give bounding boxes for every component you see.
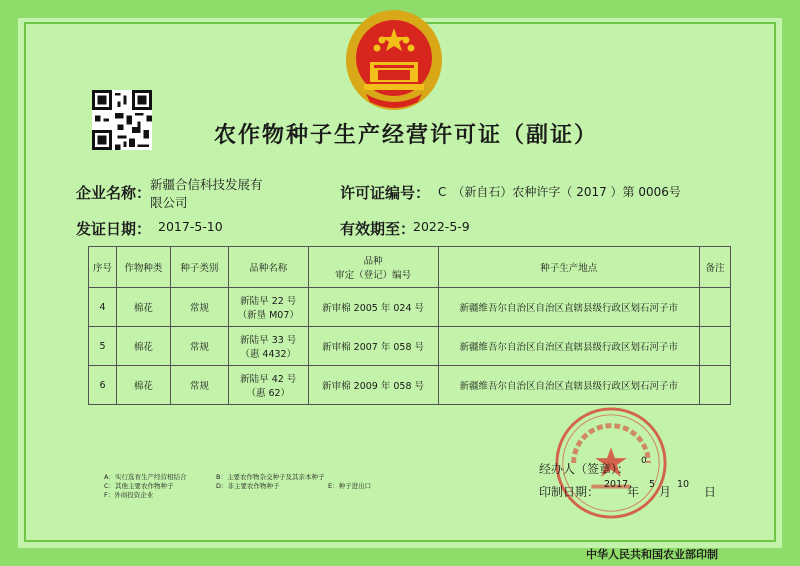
cell-no: 4 bbox=[89, 288, 117, 327]
header-crop: 作物种类 bbox=[116, 247, 170, 288]
enterprise-value: 新疆合信科技发展有 限公司 bbox=[150, 177, 263, 210]
cell-location: 新疆维吾尔自治区自治区直辖县级行政区划石河子市 bbox=[438, 288, 699, 327]
cell-approval: 新审棉 2005 年 024 号 bbox=[308, 288, 438, 327]
note-d: D：非主要农作物种子 bbox=[216, 482, 280, 490]
cell-remark bbox=[699, 366, 730, 405]
cell-approval: 新审棉 2007 年 058 号 bbox=[308, 327, 438, 366]
note-a: A：实行选育生产经营相结合 bbox=[104, 473, 187, 481]
agent-value: 0 bbox=[641, 456, 647, 466]
valid-until-value: 2022-5-9 bbox=[413, 219, 470, 234]
cell-crop: 棉花 bbox=[116, 288, 170, 327]
print-date-label: 印制日期： bbox=[539, 485, 600, 499]
note-f: F：外商投资企业 bbox=[104, 491, 154, 499]
print-day-unit: 日 bbox=[704, 485, 717, 499]
cell-remark bbox=[699, 327, 730, 366]
table-header-row bbox=[89, 247, 731, 288]
note-e: E：种子进出口 bbox=[328, 482, 372, 490]
table-row bbox=[89, 366, 731, 405]
table-row bbox=[89, 288, 731, 327]
note-c: C：其他主要农作物种子 bbox=[104, 482, 174, 490]
header-no: 序号 bbox=[89, 247, 117, 288]
cell-category: 常规 bbox=[170, 366, 228, 405]
table-row bbox=[89, 327, 731, 366]
valid-until-label: 有效期至： bbox=[340, 220, 416, 238]
category-notes bbox=[104, 473, 388, 500]
license-number-value: C （新自石）农种许字（ 2017 ）第 0006号 bbox=[438, 185, 681, 199]
cell-variety: 新陆早 42 号 （惠 62） bbox=[228, 366, 308, 405]
header-variety: 品种名称 bbox=[228, 247, 308, 288]
cell-variety: 新陆早 22 号 （新垦 M07） bbox=[228, 288, 308, 327]
header-remark: 备注 bbox=[699, 247, 730, 288]
cell-category: 常规 bbox=[170, 327, 228, 366]
note-b: B：主要农作物杂交种子及其亲本种子 bbox=[216, 473, 325, 481]
cell-approval: 新审棉 2009 年 058 号 bbox=[308, 366, 438, 405]
cell-category: 常规 bbox=[170, 288, 228, 327]
printer-footer: 中华人民共和国农业部印制 bbox=[586, 548, 718, 561]
print-year-unit: 年 bbox=[627, 485, 640, 499]
print-year: 2017 bbox=[604, 479, 629, 490]
license-number-label: 许可证编号： bbox=[340, 184, 431, 202]
cell-crop: 棉花 bbox=[116, 366, 170, 405]
print-month-unit: 月 bbox=[659, 485, 672, 499]
cell-location: 新疆维吾尔自治区自治区直辖县级行政区划石河子市 bbox=[438, 327, 699, 366]
issue-date-label: 发证日期： bbox=[76, 220, 152, 238]
cell-location: 新疆维吾尔自治区自治区直辖县级行政区划石河子市 bbox=[438, 366, 699, 405]
variety-table bbox=[88, 246, 731, 405]
national-emblem-icon bbox=[344, 10, 444, 112]
header-category: 种子类别 bbox=[170, 247, 228, 288]
cell-no: 6 bbox=[89, 366, 117, 405]
header-approval: 品种 审定（登记）编号 bbox=[308, 247, 438, 288]
enterprise-label: 企业名称： bbox=[76, 184, 152, 202]
issue-date-value: 2017-5-10 bbox=[158, 219, 223, 234]
header-location: 种子生产地点 bbox=[438, 247, 699, 288]
print-month: 5 bbox=[649, 479, 656, 490]
print-day: 10 bbox=[677, 479, 690, 490]
cell-no: 5 bbox=[89, 327, 117, 366]
cell-remark bbox=[699, 288, 730, 327]
cell-crop: 棉花 bbox=[116, 327, 170, 366]
qr-code-icon bbox=[92, 90, 152, 150]
certificate-title: 农作物种子生产经营许可证（副证） bbox=[213, 122, 598, 148]
agent-label: 经办人（签章）： bbox=[539, 462, 630, 476]
cell-variety: 新陆早 33 号 （惠 4432） bbox=[228, 327, 308, 366]
